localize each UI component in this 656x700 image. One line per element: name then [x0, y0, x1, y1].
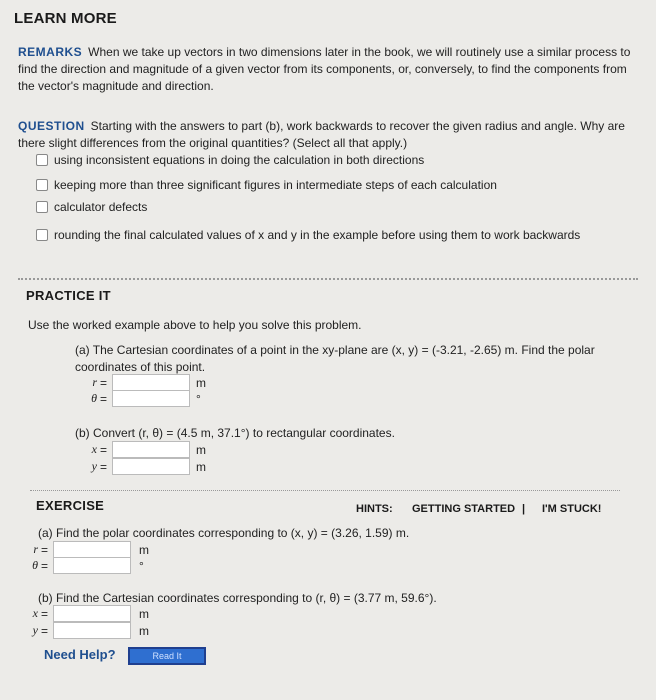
im-stuck-link[interactable]: I'M STUCK! — [542, 503, 602, 515]
practice-b-x-input[interactable] — [112, 441, 190, 458]
practice-a-theta-unit: ° — [196, 391, 201, 406]
exercise-a-r-unit: m — [139, 542, 150, 557]
exercise-a-r-label: r — [33, 542, 38, 556]
option-3-checkbox[interactable] — [36, 201, 48, 213]
practice-a-r-row: r = m — [75, 374, 206, 391]
option-1[interactable] — [36, 153, 424, 167]
exercise-a-theta-input[interactable] — [53, 557, 131, 574]
option-4-checkbox[interactable] — [36, 229, 48, 241]
learn-more-heading: LEARN MORE — [14, 10, 117, 27]
exercise-b-y-row: y = m — [16, 622, 149, 639]
practice-b-y-label: y — [91, 459, 97, 473]
option-2-checkbox[interactable] — [36, 179, 48, 191]
divider — [18, 278, 638, 280]
practice-b-y-row: y = m — [75, 458, 206, 475]
practice-b-x-unit: m — [196, 442, 207, 457]
remarks-text: When we take up vectors in two dimensions later in the book, we will routinely use a similar process to find the direction and magnitude of a given vector from its components, or, conversely, to find the components from the vector's magnitude and direction. — [18, 45, 631, 93]
practice-b-y-input[interactable] — [112, 458, 190, 475]
exercise-b-y-unit: m — [139, 623, 150, 638]
practice-intro: Use the worked example above to help you solve this problem. — [28, 318, 362, 332]
practice-b-y-unit: m — [196, 459, 207, 474]
practice-a-r-label: r — [92, 375, 97, 389]
exercise-b-x-unit: m — [139, 606, 150, 621]
exercise-b-y-label: y — [32, 623, 38, 637]
remarks-block — [18, 44, 638, 95]
option-2[interactable] — [36, 178, 497, 192]
practice-a-theta-input[interactable] — [112, 390, 190, 407]
hints-separator: | — [522, 503, 526, 515]
exercise-a-theta-label: θ — [32, 558, 38, 572]
question-block — [18, 118, 638, 152]
exercise-a-r-input[interactable] — [53, 541, 131, 558]
exercise-divider — [30, 490, 620, 491]
exercise-a-theta-unit: ° — [139, 558, 144, 573]
exercise-a-text: (a) Find the polar coordinates corresponding to (x, y) = (3.26, 1.59) m. — [38, 526, 410, 540]
exercise-b-text: (b) Find the Cartesian coordinates corresponding to (r, θ) = (3.77 m, 59.6°). — [38, 591, 437, 605]
practice-b-x-label: x — [91, 442, 97, 456]
question-text: Starting with the answers to part (b), work backwards to recover the given radius and angle. Why are there slight differences from the original quantities? (Select all that apply.) — [18, 119, 625, 150]
exercise-a-r-row: r = m — [16, 541, 149, 558]
option-4[interactable] — [36, 228, 580, 242]
option-4-label: rounding the final calculated values of x and y in the example before using them to work backwards — [54, 228, 581, 242]
exercise-b-x-input[interactable] — [53, 605, 131, 622]
option-1-label: using inconsistent equations in doing the calculation in both directions — [54, 153, 425, 167]
hints-label: HINTS: — [356, 503, 393, 515]
exercise-b-x-row: x = m — [16, 605, 149, 622]
practice-title: PRACTICE IT — [26, 288, 111, 303]
practice-a-r-unit: m — [196, 375, 207, 390]
option-3-label: calculator defects — [54, 200, 148, 214]
need-help-label: Need Help? — [44, 647, 116, 662]
practice-a-text: (a) The Cartesian coordinates of a point in the xy-plane are (x, y) = (-3.21, -2.65) m. Find the polar coordinates of this point. — [75, 343, 595, 374]
exercise-a-theta-row: θ = ° — [16, 557, 144, 574]
option-3[interactable] — [36, 200, 147, 214]
exercise-title: EXERCISE — [36, 498, 105, 513]
practice-a-theta-row: θ = ° — [75, 390, 201, 407]
option-1-checkbox[interactable] — [36, 154, 48, 166]
practice-b-text: (b) Convert (r, θ) = (4.5 m, 37.1°) to rectangular coordinates. — [75, 426, 395, 440]
getting-started-link[interactable]: GETTING STARTED — [412, 503, 516, 515]
option-2-label: keeping more than three significant figures in intermediate steps of each calculation — [54, 178, 497, 192]
practice-b-x-row: x = m — [75, 441, 206, 458]
read-it-button[interactable]: Read It — [128, 647, 206, 665]
question-label: QUESTION — [18, 119, 85, 133]
remarks-label: REMARKS — [18, 45, 83, 59]
exercise-b-y-input[interactable] — [53, 622, 131, 639]
practice-a-theta-label: θ — [91, 391, 97, 405]
practice-a-r-input[interactable] — [112, 374, 190, 391]
exercise-b-x-label: x — [32, 606, 38, 620]
